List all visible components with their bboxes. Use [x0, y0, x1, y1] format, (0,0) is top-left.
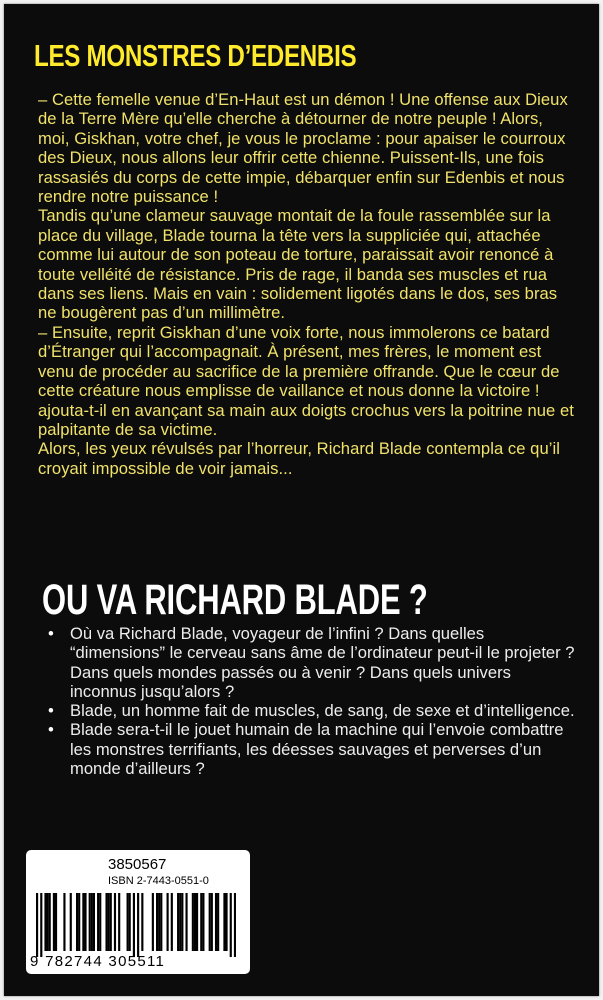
barcode-bar: [185, 893, 187, 951]
bullet-icon: •: [48, 624, 54, 643]
barcode-guard-bar: [230, 893, 232, 957]
series-heading: OU VA RICHARD BLADE ?: [42, 576, 428, 624]
excerpt-paragraph: – Ensuite, reprit Giskhan d’une voix forte, nous immolerons ce batard d’Étranger qui l’accompagnait. À présent, mes frères, le moment est venu de procéder au sacrifice de la première offrande. Que le cœur de cette créature nous emplisse de vaillance et nous donne la victoire ! ajouta-t-il en avançant sa main aux doigts crochus vers la poitrine nue et palpitante de sa victime.: [38, 322, 574, 439]
barcode-bar: [217, 893, 219, 951]
barcode-guard-bar: [137, 893, 139, 957]
barcode-bar: [49, 893, 51, 951]
barcode-bar: [110, 893, 112, 951]
barcode-guard-bar: [36, 893, 38, 957]
excerpt-paragraph: Alors, les yeux révulsés par l’horreur, Richard Blade contempla ce qu’il croyait impossible de voir jamais...: [38, 439, 560, 478]
barcode-bar: [194, 893, 196, 951]
barcode-bar: [202, 893, 204, 951]
barcode-bar: [91, 893, 93, 951]
barcode-bar: [97, 893, 99, 951]
barcode-graphic: [36, 893, 236, 957]
bullet-item: [48, 720, 578, 778]
bullet-text: Où va Richard Blade, voyageur de l’infini ? Dans quelles “dimensions” le cerveau sans âme de l’ordinateur peut-il le projeter ? Dans quels mondes passés ou à venir ? Dans quels univers inconnus jusqu’alors ?: [70, 624, 575, 701]
barcode-bar: [99, 893, 101, 951]
bullet-list: [48, 624, 578, 778]
barcode-bar: [192, 893, 194, 951]
barcode-bar: [223, 893, 225, 951]
bullet-text: Blade sera-t-il le jouet humain de la machine qui l’envoie combattre les monstres terrifiants, les déesses sauvages et perverses d’un monde d’ailleurs ?: [70, 720, 564, 779]
barcode-guard-bar: [40, 893, 42, 957]
barcode-bar: [89, 893, 91, 951]
barcode-bar: [76, 893, 78, 951]
barcode-bar: [114, 893, 116, 951]
barcode-bar: [181, 893, 183, 951]
barcode-bar: [118, 893, 120, 951]
barcode-bar: [47, 893, 49, 951]
barcode-bar: [177, 893, 179, 951]
barcode-bar: [53, 893, 55, 951]
barcode-guard-bar: [234, 893, 236, 957]
barcode-bar: [141, 893, 143, 951]
barcode-bar: [44, 893, 46, 951]
isbn-number: ISBN 2-7443-0551-0: [108, 875, 209, 887]
barcode-bar: [215, 893, 217, 951]
barcode-bar: [93, 893, 95, 951]
barcode-bar: [108, 893, 110, 951]
bullet-item: [48, 624, 578, 701]
product-code: 3850567: [108, 856, 167, 873]
barcode-label: [26, 850, 250, 974]
barcode-bar: [209, 893, 211, 951]
barcode-bar: [127, 893, 129, 951]
barcode-bar: [105, 893, 107, 951]
ean-digits: 9 782744 305511: [30, 953, 166, 970]
bullet-icon: •: [48, 720, 54, 740]
barcode-bar: [171, 893, 173, 951]
barcode-bar: [158, 893, 160, 951]
barcode-guard-bar: [133, 893, 135, 957]
barcode-bar: [179, 893, 181, 951]
barcode-bar: [225, 893, 227, 951]
bullet-icon: •: [48, 701, 54, 721]
barcode-bar: [70, 893, 72, 951]
barcode-bar: [82, 893, 84, 951]
barcode-bar: [156, 893, 158, 951]
barcode-bar: [55, 893, 57, 951]
excerpt-paragraph: – Cette femelle venue d’En-Haut est un démon ! Une offense aux Dieux de la Terre Mère qu’elle cherche à détourner de notre peuple ! Alors, moi, Giskhan, votre chef, je vous le proclame : pour apaiser le courroux des Dieux, nous allons leur offrir cette chienne. Puissent-Ils, une fois rassasiés du corps de cette impie, débarquer enfin sur Edenbis et nous rendre notre puissance !: [38, 90, 568, 207]
barcode-bar: [160, 893, 162, 951]
excerpt-block: [38, 90, 578, 478]
barcode-bar: [211, 893, 213, 951]
barcode-bar: [152, 893, 154, 951]
bullet-text: Blade, un homme fait de muscles, de sang, de sexe et d’intelligence.: [70, 701, 575, 721]
bullet-item: [48, 701, 578, 720]
barcode-bar: [200, 893, 202, 951]
barcode-bar: [196, 893, 198, 951]
book-title: LES MONSTRES D’EDENBIS: [34, 38, 357, 73]
barcode-bar: [167, 893, 169, 951]
excerpt-paragraph: Tandis qu’une clameur sauvage montait de la foule rassemblée sur la place du village, Blade tourna la tête vers la suppliciée qui, attachée comme lui autour de son poteau de torture, paraissait avoir renoncé à toute velléité de résistance. Pris de rage, il banda ses muscles et rua dans ses liens. Mais en vain : solidement ligotés dans le dos, ses bras ne bougèrent pas d’un millimètre.: [38, 206, 558, 323]
barcode-bar: [84, 893, 86, 951]
barcode-bar: [63, 893, 65, 951]
barcode-bar: [129, 893, 131, 951]
barcode-bar: [78, 893, 80, 951]
back-cover: [4, 4, 599, 996]
